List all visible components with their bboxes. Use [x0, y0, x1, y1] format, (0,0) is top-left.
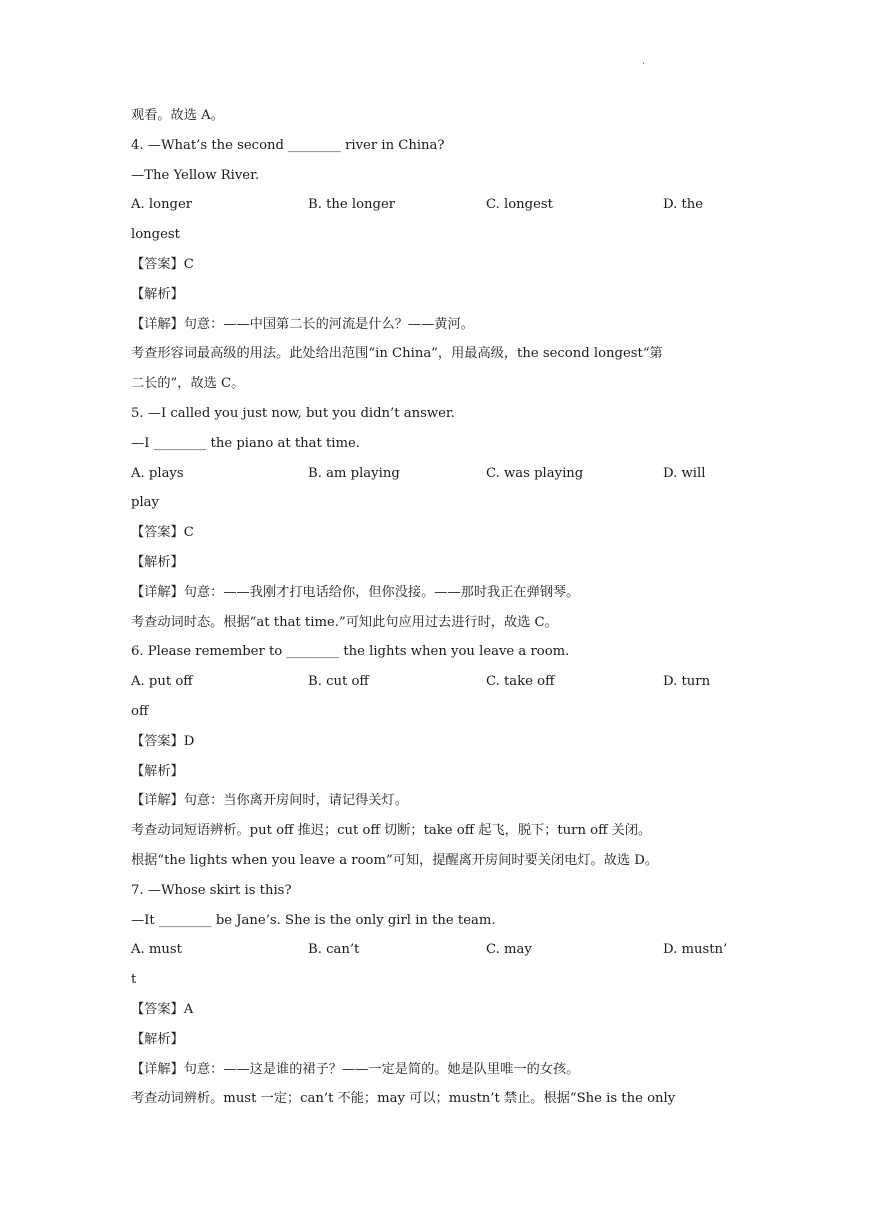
text-line: 考查动词辨析。must 一定；can’t 不能；may 可以；mustn’t 禁止。根据“She is the only — [131, 1091, 676, 1107]
option-a: A. must — [131, 942, 182, 958]
option-c: C. longest — [486, 197, 553, 213]
text-line: off — [131, 703, 149, 719]
text-line: longest — [131, 227, 180, 243]
option-d: D. mustn’ — [663, 942, 728, 958]
text-line: 【答案】D — [131, 733, 195, 749]
option-a: A. put off — [131, 674, 193, 690]
option-c: C. may — [486, 942, 532, 958]
text-line: 【解析】 — [131, 286, 184, 302]
text-line: t — [131, 972, 137, 988]
option-b: B. can’t — [308, 942, 360, 958]
answer-options-row — [131, 667, 741, 697]
text-line: 考查形容词最高级的用法。此处给出范围“in China”，用最高级，the second longest“第 — [131, 346, 663, 362]
option-b: B. am playing — [308, 465, 400, 481]
option-a: A. plays — [131, 465, 184, 481]
document-body — [131, 101, 741, 1114]
text-line: 【解析】 — [131, 763, 184, 779]
answer-options-row — [131, 459, 741, 489]
option-d: D. turn — [663, 674, 711, 690]
text-line: 【答案】A — [131, 1001, 194, 1017]
text-line: 5. —I called you just now, but you didn’t answer. — [131, 405, 455, 421]
option-b: B. cut off — [308, 674, 369, 690]
text-line: 观看。故选 A。 — [131, 108, 224, 123]
option-d: D. will — [663, 465, 706, 481]
text-line: 【答案】C — [131, 256, 194, 272]
text-line: 考查动词时态。根据“at that time.”可知此句应用过去进行时，故选 C。 — [131, 614, 558, 630]
text-line: 【解析】 — [131, 554, 184, 570]
header-mark: . — [642, 56, 646, 67]
text-line: 【详解】句意：——我刚才打电话给你，但你没接。——那时我正在弹钢琴。 — [131, 584, 580, 600]
text-line: 6. Please remember to ________ the lights when you leave a room. — [131, 644, 570, 660]
text-line: 4. —What’s the second ________ river in China? — [131, 137, 445, 153]
answer-options-row — [131, 935, 741, 965]
option-c: C. take off — [486, 674, 555, 690]
option-a: A. longer — [131, 197, 193, 213]
text-line: 考查动词短语辨析。put off 推迟；cut off 切断；take off 起飞，脱下；turn off 关闭。 — [131, 823, 652, 839]
text-line: 【详解】句意：当你离开房间时，请记得关灯。 — [131, 793, 408, 809]
answer-options-row — [131, 190, 741, 220]
text-line: —The Yellow River. — [131, 167, 260, 183]
text-line: 【详解】句意：——这是谁的裙子？——一定是简的。她是队里唯一的女孩。 — [131, 1061, 580, 1077]
option-b: B. the longer — [308, 197, 396, 213]
text-line: 根据“the lights when you leave a room”可知，提醒离开房间时要关闭电灯。故选 D。 — [131, 852, 659, 868]
text-line: 【详解】句意：——中国第二长的河流是什么？——黄河。 — [131, 316, 474, 332]
text-line: —I ________ the piano at that time. — [131, 435, 360, 451]
text-line: 【答案】C — [131, 525, 194, 541]
option-c: C. was playing — [486, 465, 584, 481]
option-d: D. the — [663, 197, 704, 213]
text-line: play — [131, 495, 159, 511]
text-line: 二长的”，故选 C。 — [131, 376, 245, 392]
text-line: 【解析】 — [131, 1031, 184, 1047]
text-line: 7. —Whose skirt is this? — [131, 882, 292, 898]
text-line: —It ________ be Jane’s. She is the only girl in the team. — [131, 912, 496, 928]
